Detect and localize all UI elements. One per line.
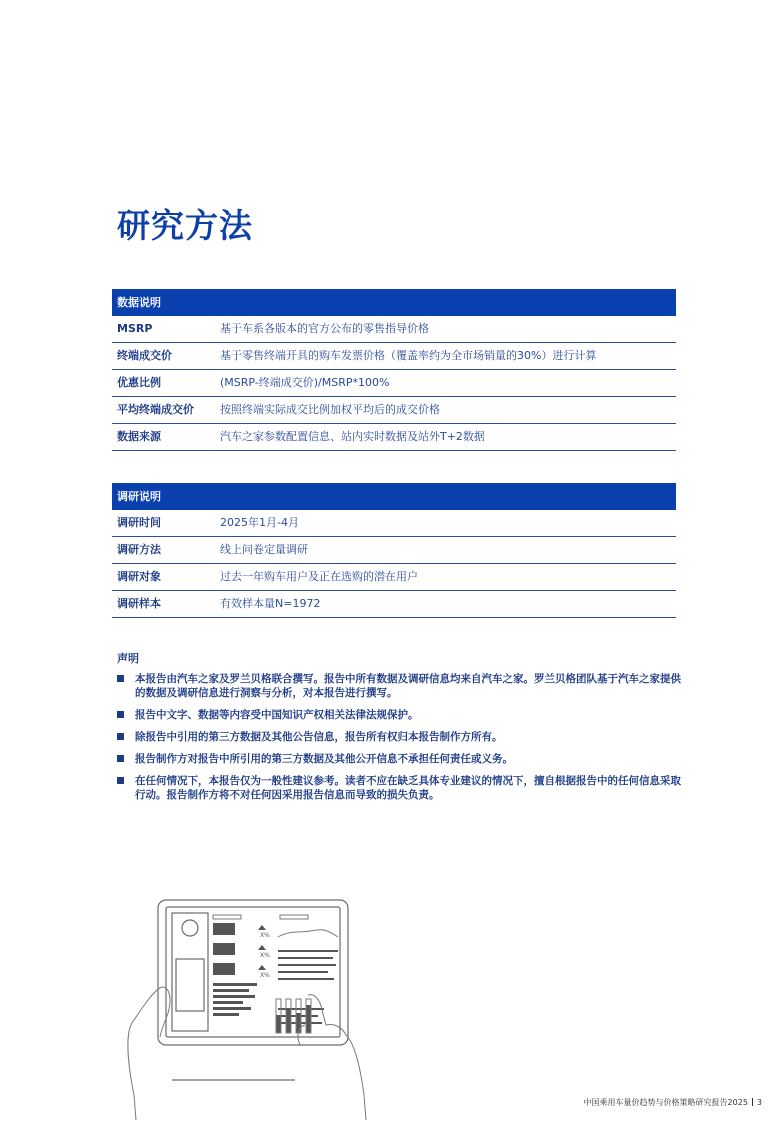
bullet-icon <box>117 711 124 718</box>
tablet-illustration <box>120 895 380 1125</box>
table-row: 终端成交价 基于零售终端开具的购车发票价格（覆盖率约为全市场销量的30%）进行计算 <box>112 343 676 370</box>
page-footer <box>584 1097 762 1108</box>
data-description-table <box>112 289 676 451</box>
table-header: 数据说明 <box>112 289 676 316</box>
notice-title: 声明 <box>117 652 139 665</box>
table-header: 调研说明 <box>112 483 676 510</box>
bullet-icon <box>117 733 124 740</box>
table-row: 数据来源 汽车之家参数配置信息、站内实时数据及站外T+2数据 <box>112 424 676 451</box>
percent-label: X% <box>260 932 270 939</box>
page-title: 研究方法 <box>117 206 253 245</box>
footer-separator <box>752 1098 753 1106</box>
list-item: 在任何情况下，本报告仅为一般性建议参考。读者不应在缺乏具体专业建议的情况下，擅自根据报告中的任何信息采取行动。报告制作方将不对任何因采用报告信息而导致的损失负责。 <box>117 774 681 802</box>
bullet-icon <box>117 777 124 784</box>
notice-list <box>117 672 681 810</box>
report-name: 中国乘用车量价趋势与价格策略研究报告2025 <box>583 1098 748 1107</box>
table-row: 优惠比例 (MSRP-终端成交价)/MSRP*100% <box>112 370 676 397</box>
bullet-icon <box>117 675 124 682</box>
bullet-icon <box>117 755 124 762</box>
percent-label: X% <box>260 952 270 959</box>
table-row: 调研时间 2025年1月-4月 <box>112 510 676 537</box>
table-row: 调研样本 有效样本量N=1972 <box>112 591 676 618</box>
list-item: 除报告中引用的第三方数据及其他公告信息，报告所有权归本报告制作方所有。 <box>117 730 681 744</box>
list-item: 报告制作方对报告中所引用的第三方数据及其他公开信息不承担任何责任或义务。 <box>117 752 681 766</box>
table-row: 平均终端成交价 按照终端实际成交比例加权平均后的成交价格 <box>112 397 676 424</box>
table-row: 调研对象 过去一年购车用户及正在选购的潜在用户 <box>112 564 676 591</box>
list-item: 本报告由汽车之家及罗兰贝格联合撰写。报告中所有数据及调研信息均来自汽车之家。罗兰贝格团队基于汽车之家提供的数据及调研信息进行洞察与分析，对本报告进行撰写。 <box>117 672 681 700</box>
table-row: MSRP 基于车系各版本的官方公布的零售指导价格 <box>112 316 676 343</box>
page-number: 3 <box>756 1098 762 1107</box>
survey-description-table <box>112 483 676 618</box>
percent-label: X% <box>260 972 270 979</box>
list-item: 报告中文字、数据等内容受中国知识产权相关法律法规保护。 <box>117 708 681 722</box>
table-row: 调研方法 线上问卷定量调研 <box>112 537 676 564</box>
